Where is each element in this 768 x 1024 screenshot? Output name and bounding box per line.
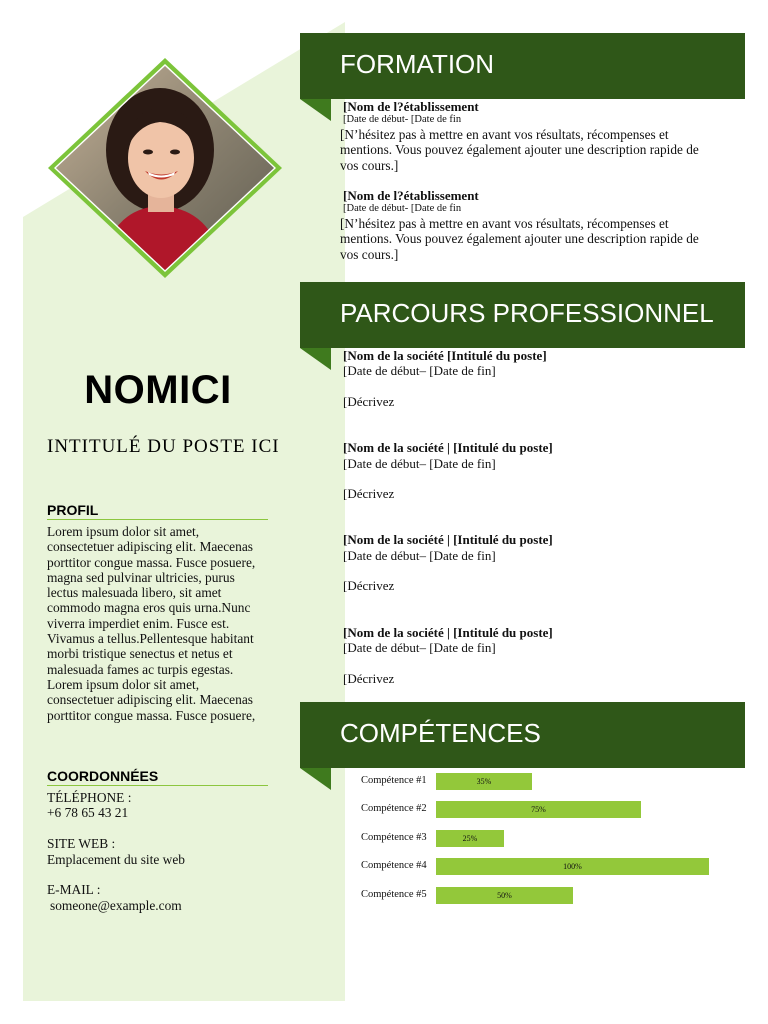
formation-description: [N’hésitez pas à mettre en avant vos résultats, récompenses et mentions. Vous pouvez également ajouter une description rapide de vos cours.] <box>340 127 699 173</box>
email-value: someone@example.com <box>50 898 182 913</box>
competences-title: COMPÉTENCES <box>340 718 541 748</box>
competences-header <box>300 702 745 768</box>
website-label: SITE WEB : <box>47 836 116 851</box>
skill-name: Compétence #5 <box>361 889 427 900</box>
skill-bar <box>436 858 709 875</box>
job-description: [Décrivez <box>343 578 395 593</box>
formation-dates: [Date de début- [Date de fin <box>343 114 462 125</box>
job-dates: [Date de début– [Date de fin] <box>343 456 496 471</box>
job-dates: [Date de début– [Date de fin] <box>343 548 496 563</box>
job-description: [Décrivez <box>343 486 395 501</box>
skill-percent: 50% <box>497 891 512 900</box>
job-description: [Décrivez <box>343 671 395 686</box>
formation-school: [Nom de l?établissement <box>343 99 479 114</box>
website-value: Emplacement du site web <box>47 852 185 867</box>
formation-school: [Nom de l?établissement <box>343 188 479 203</box>
skill-percent: 35% <box>476 777 492 786</box>
job-company: [Nom de la société | [Intitulé du poste] <box>343 625 553 640</box>
skill-bar <box>436 830 504 847</box>
job-description: [Décrivez <box>343 394 395 409</box>
skill-name: Compétence #1 <box>361 775 427 786</box>
job-dates: [Date de début– [Date de fin] <box>343 363 496 378</box>
contact-heading: COORDONNÉES <box>47 768 268 786</box>
skill-percent: 25% <box>462 834 478 843</box>
person-name: NOMICI <box>84 368 232 412</box>
profile-photo <box>48 58 282 278</box>
skill-name: Compétence #2 <box>361 803 427 814</box>
skill-bar <box>436 801 641 818</box>
phone-value: +6 78 65 43 21 <box>47 805 129 820</box>
skill-bar <box>436 887 573 904</box>
profile-text: Lorem ipsum dolor sit amet, consectetuer adipiscing elit. Maecenas porttitor congue massa. Fusce posuere, magna sed pulvinar ultricies, purus lectus malesuada libero, sit amet commodo magna eros quis urna.Nunc viverra imperdiet enim. Fusce est. Vivamus a tellus.Pellentesque habitant morbi tristique senectus et netus et malesuada fames ac turpis egestas. Lorem ipsum dolor sit amet, consectetuer adipiscing elit. Maecenas porttitor congue massa. Fusce posuere, <box>47 524 256 723</box>
phone-label: TÉLÉPHONE : <box>47 790 132 805</box>
formation-header <box>300 33 745 99</box>
skill-name: Compétence #3 <box>361 832 427 843</box>
formation-description: [N’hésitez pas à mettre en avant vos résultats, récompenses et mentions. Vous pouvez également ajouter une description rapide de vos cours.] <box>340 216 699 262</box>
skill-bar <box>436 773 532 790</box>
parcours-header <box>300 282 745 348</box>
email-label: E-MAIL : <box>47 882 101 897</box>
formation-header-flap <box>300 99 331 121</box>
job-dates: [Date de début– [Date de fin] <box>343 640 496 655</box>
competences-header-flap <box>300 768 331 790</box>
job-company: [Nom de la société | [Intitulé du poste] <box>343 532 553 547</box>
job-company: [Nom de la société | [Intitulé du poste] <box>343 440 553 455</box>
formation-title: FORMATION <box>340 49 495 79</box>
job-title: INTITULÉ DU POSTE ICI <box>47 436 280 457</box>
parcours-title: PARCOURS PROFESSIONNEL <box>340 298 714 328</box>
profile-heading: PROFIL <box>47 502 268 520</box>
formation-dates: [Date de début- [Date de fin <box>343 203 462 214</box>
job-company: [Nom de la société [Intitulé du poste] <box>343 348 547 363</box>
parcours-header-flap <box>300 348 331 370</box>
skill-percent: 100% <box>563 862 582 871</box>
skill-percent: 75% <box>531 805 546 814</box>
skill-name: Compétence #4 <box>361 860 427 871</box>
